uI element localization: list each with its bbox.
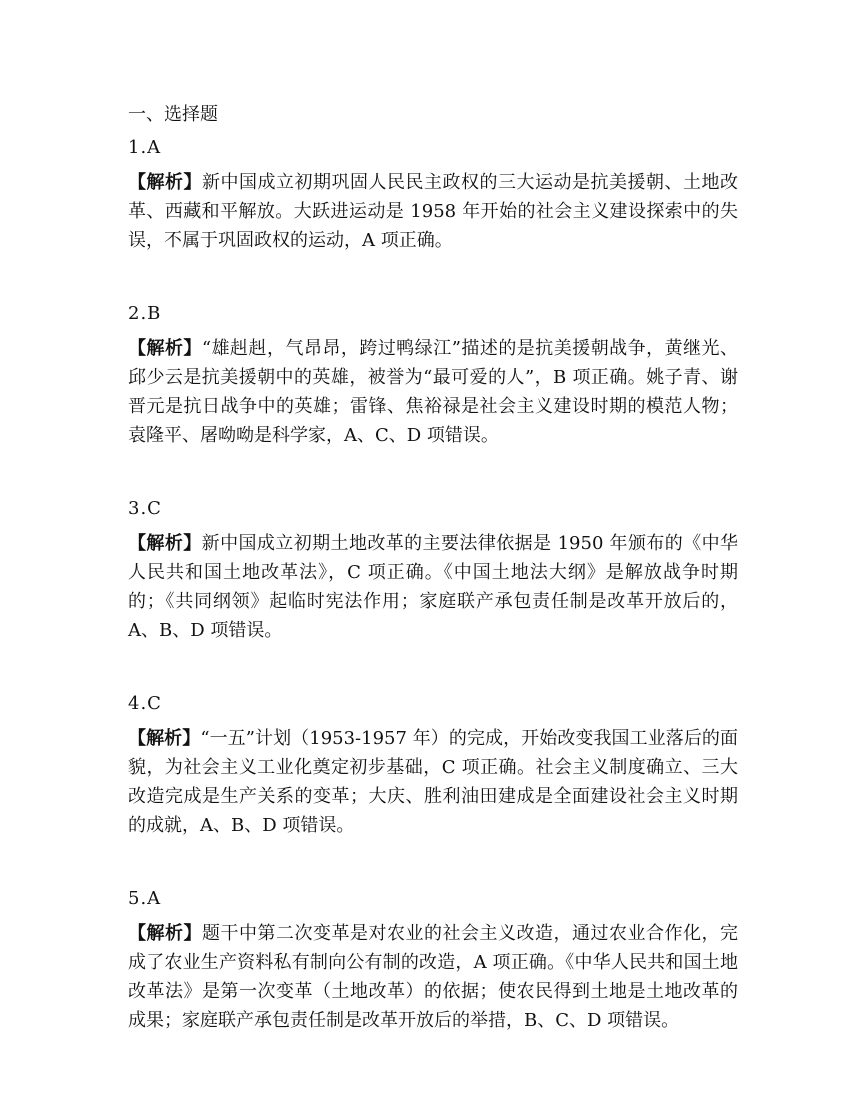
analysis-text: 新中国成立初期巩固人民民主政权的三大运动是抗美援朝、土地改革、西藏和平解放。大跃进运动是 1958 年开始的社会主义建设探索中的失误，不属于巩固政权的运动，A 项正确。	[128, 172, 738, 251]
question-5	[128, 884, 738, 1035]
question-3	[128, 494, 738, 645]
analysis-tag: 【解析】	[128, 172, 202, 193]
analysis-text: “雄赳赳，气昂昂，跨过鸭绿江”描述的是抗美援朝战争，黄继光、邱少云是抗美援朝中的英雄，被誉为“最可爱的人”，B 项正确。姚子青、谢晋元是抗日战争中的英雄；雷锋、焦裕禄是社会主义建设时期的模范人物；袁隆平、屠呦呦是科学家，A、C、D 项错误。	[128, 338, 738, 446]
analysis-paragraph	[128, 724, 738, 840]
analysis-tag: 【解析】	[128, 923, 202, 944]
analysis-tag: 【解析】	[128, 533, 202, 554]
analysis-paragraph	[128, 168, 738, 255]
question-1	[128, 133, 738, 255]
analysis-text: “一五”计划（1953-1957 年）的完成，开始改变我国工业落后的面貌，为社会主义工业化奠定初步基础，C 项正确。社会主义制度确立、三大改造完成是生产关系的变革；大庆、胜利油田建成是全面建设社会主义时期的成就，A、B、D 项错误。	[128, 728, 739, 836]
answer-document	[128, 100, 738, 1079]
question-4	[128, 689, 738, 840]
question-number: 1.A	[128, 137, 162, 158]
analysis-paragraph	[128, 529, 738, 645]
analysis-paragraph	[128, 919, 738, 1035]
question-2	[128, 299, 738, 450]
question-number: 4.C	[128, 693, 162, 714]
analysis-tag: 【解析】	[128, 728, 201, 749]
analysis-text: 题干中第二次变革是对农业的社会主义改造，通过农业合作化，完成了农业生产资料私有制向公有制的改造，A 项正确。《中华人民共和国土地改革法》是第一次变革（土地改革）的依据；使农民得到土地是土地改革的成果；家庭联产承包责任制是改革开放后的举措，B、C、D 项错误。	[128, 923, 738, 1031]
analysis-paragraph	[128, 334, 738, 450]
section-title: 一、选择题	[128, 104, 218, 125]
question-number: 5.A	[128, 888, 162, 909]
question-number: 3.C	[128, 498, 162, 519]
analysis-tag: 【解析】	[128, 338, 202, 359]
analysis-text: 新中国成立初期土地改革的主要法律依据是 1950 年颁布的《中华人民共和国土地改革法》，C 项正确。《中国土地法大纲》是解放战争时期的；《共同纲领》起临时宪法作用；家庭联产承包责任制是改革开放后的，A、B、D 项错误。	[128, 533, 739, 641]
question-number: 2.B	[128, 303, 162, 324]
